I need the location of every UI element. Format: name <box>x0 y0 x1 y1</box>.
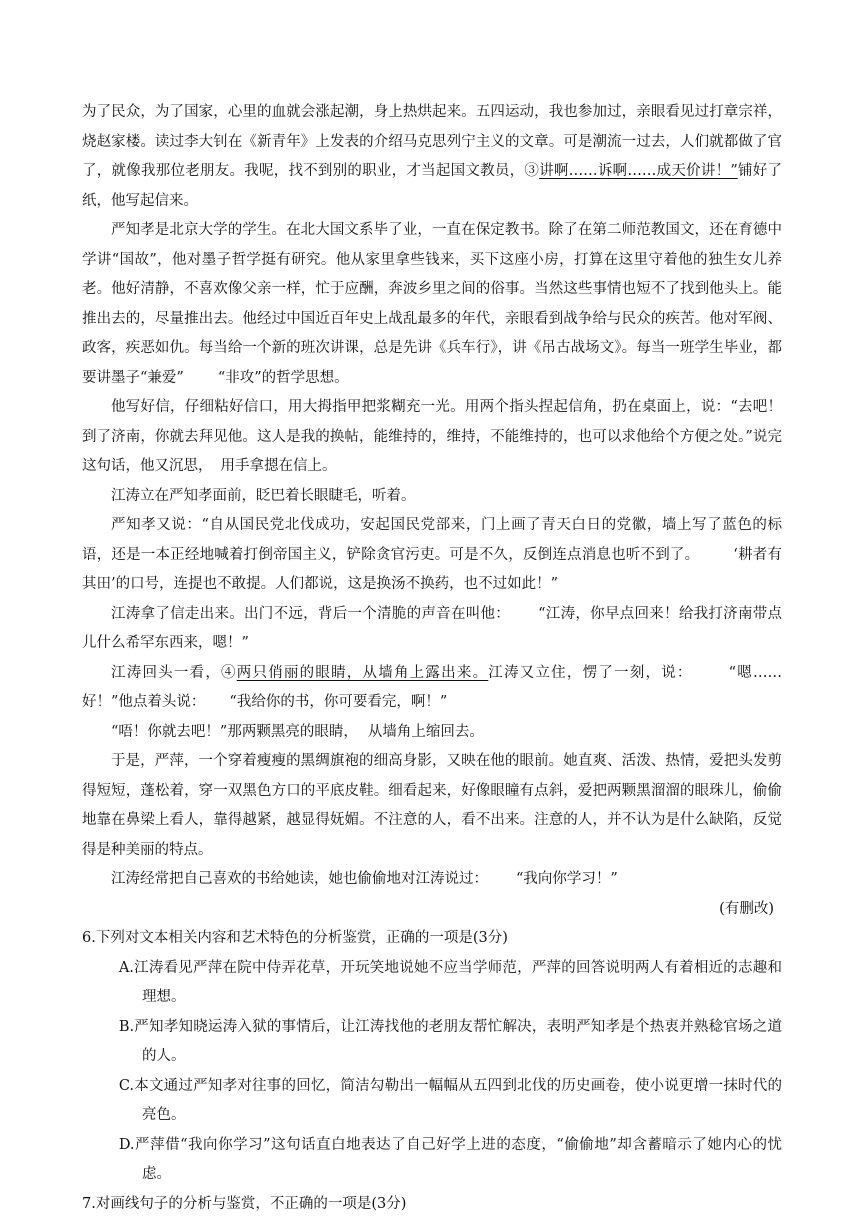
question-6-stem: 6.下列对文本相关内容和艺术特色的分析鉴赏，正确的一项是(3分) <box>82 924 782 954</box>
question-6-option-b: B.严知孝知晓运涛入狱的事情后，让江涛找他的老朋友帮忙解决，表明严知孝是个热衷并熟稔官场之道的人。 <box>82 1013 782 1072</box>
question-7-stem: 7.对画线句子的分析与鉴赏，不正确的一项是(3分) <box>82 1190 782 1219</box>
question-6-option-a: A.江涛看见严萍在院中侍弄花草，开玩笑地说她不应当学师范，严萍的回答说明两人有着相近的志趣和理想。 <box>82 954 782 1013</box>
passage-paragraph-8: “唔！你就去吧！”那两颗黑亮的眼睛， 从墙角上缩回去。 <box>82 718 782 748</box>
underlined-sentence-4: 两只俏丽的眼睛，从墙角上露出来。 <box>237 665 489 681</box>
passage-paragraph-6: 江涛拿了信走出来。出门不远，背后一个清脆的声音在叫他： “江涛，你早点回来！给我打济南带点儿什么希罕东西来，嗯！” <box>82 600 782 659</box>
passage-paragraph-4: 江涛立在严知孝面前，眨巴着长眼睫毛，听着。 <box>82 482 782 512</box>
passage-paragraph-10: 江涛经常把自己喜欢的书给她读，她也偷偷地对江涛说过： “我向你学习！” <box>82 865 782 895</box>
passage-paragraph-7: 江涛回头一看，④两只俏丽的眼睛，从墙角上露出来。江涛又立住，愣了一刻，说： “嗯……好！”他点着头说： “我给你的书，你可要看完，啊！” <box>82 659 782 718</box>
underlined-sentence-3: 讲啊……诉啊……成天价讲！” <box>539 163 738 179</box>
question-6-option-d: D.严萍借“我向你学习”这句话直白地表达了自己好学上进的态度，“偷偷地”却含蓄暗示了她内心的忧虑。 <box>82 1131 782 1190</box>
passage-paragraph-2: 严知孝是北京大学的学生。在北大国文系毕了业，一直在保定教书。除了在第二师范教国文，还在育德中学讲“国故”，他对墨子哲学挺有研究。他从家里拿些钱来，买下这座小房，打算在这里守着他的独生女儿养老。他好清静，不喜欢像父亲一样，忙于应酬，奔波乡里之间的俗事。当然这些事情也短不了找到他头上。能推出去的，尽量推出去。他经过中国近百年史上战乱最多的年代，亲眼看到战争给与民众的疾苦。他对军阀、政客，疾恶如仇。每当给一个新的班次讲课，总是先讲《兵车行》，讲《吊古战场文》。每当一班学生毕业，都要讲墨子“兼爱” “非攻”的哲学思想。 <box>82 216 782 393</box>
passage-paragraph-1: 为了民众，为了国家，心里的血就会涨起潮，身上热烘起来。五四运动，我也参加过，亲眼看见过打章宗祥，烧赵家楼。读过李大钊在《新青年》上发表的介绍马克思列宁主义的文章。可是潮流一过去，人们就都做了官了，就像我那位老朋友。我呢，找不到别的职业，才当起国文教员，③讲啊……诉啊……成天价讲！”铺好了纸，他写起信来。 <box>82 98 782 216</box>
passage-paragraph-9: 于是，严萍，一个穿着瘦瘦的黑绸旗袍的细高身影，又映在他的眼前。她直爽、活泼、热情，爱把头发剪得短短，蓬松着，穿一双黑色方口的平底皮鞋。细看起来，好像眼瞳有点斜，爱把两颗黑溜溜的眼珠儿，偷偷地靠在鼻梁上看人，靠得越紧，越显得妩媚。不注意的人，看不出来。注意的人，并不认为是什么缺陷，反觉得是种美丽的特点。 <box>82 747 782 865</box>
question-6-option-c: C.本文通过严知孝对往事的回忆，简洁勾勒出一幅幅从五四到北伐的历史画卷，使小说更增一抹时代的亮色。 <box>82 1072 782 1131</box>
passage-paragraph-5: 严知孝又说：“自从国民党北伐成功，安起国民党部来，门上画了青天白日的党徽，墙上写了蓝色的标语，还是一本正经地喊着打倒帝国主义，铲除贪官污吏。可是不久，反倒连点消息也听不到了。 ‘耕者有其田’的口号，连提也不敢提。人们都说，这是换汤不换药，也不过如此！” <box>82 511 782 600</box>
passage-paragraph-3: 他写好信，仔细粘好信口，用大拇指甲把浆糊充一光。用两个指头捏起信角，扔在桌面上，说：“去吧！到了济南，你就去拜见他。这人是我的换帖，能维持的，维持，不能维持的，也可以求他给个方便之处。”说完这句话，他又沉思， 用手拿摁在信上。 <box>82 393 782 482</box>
source-note: (有删改) <box>82 895 782 925</box>
